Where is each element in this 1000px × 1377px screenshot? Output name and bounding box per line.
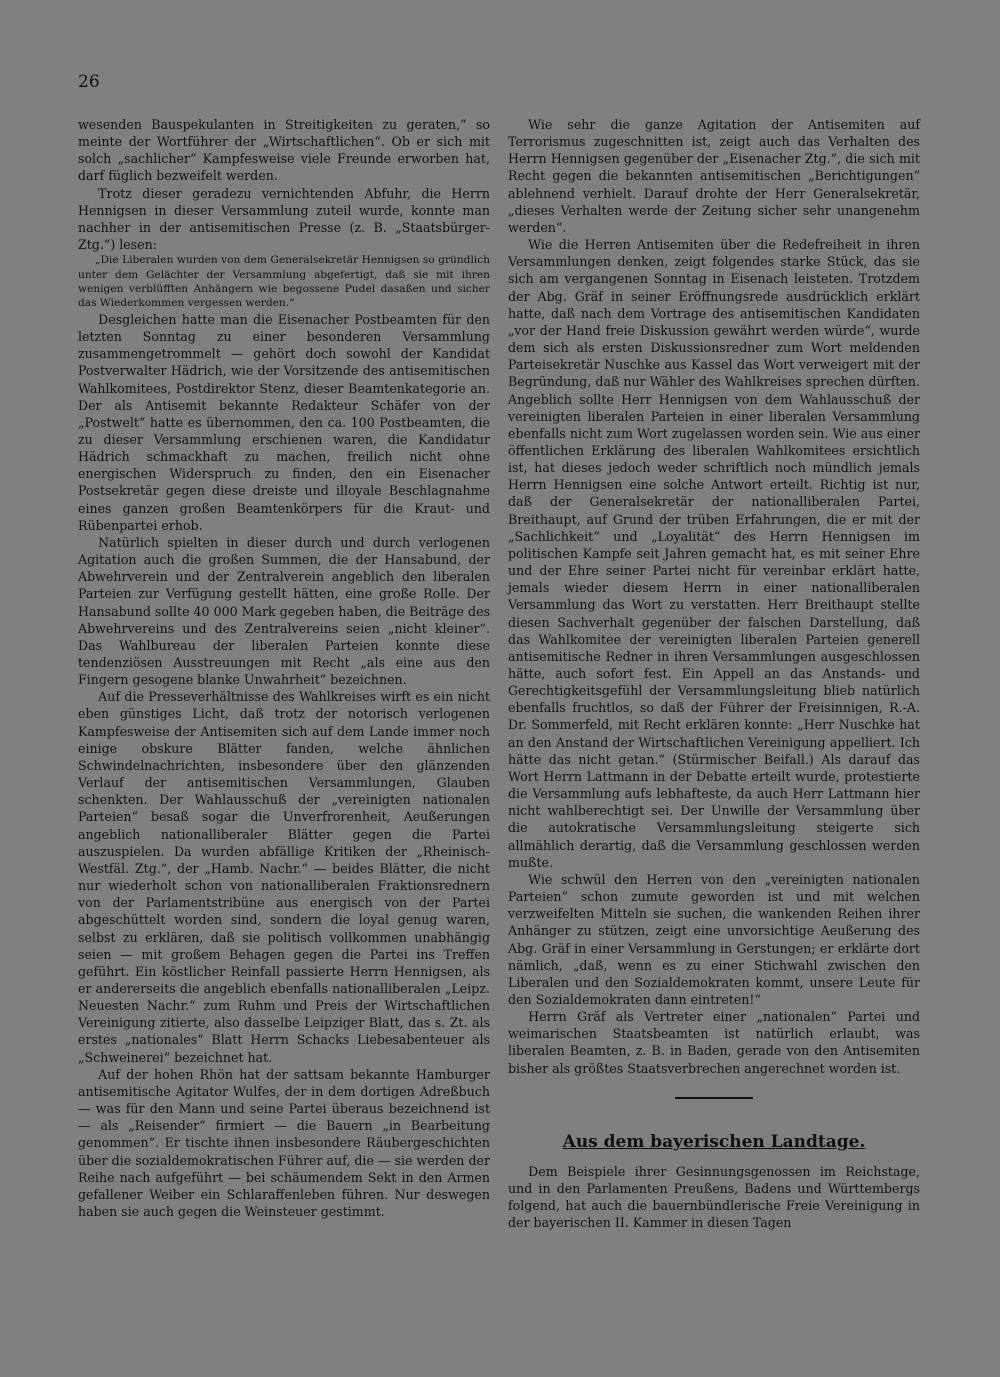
paragraph: Wie die Herren Antisemiten über die Redefreiheit in ihren Versammlungen denken, zeigt folgendes starke Stück, das sie sich am vergangenen Sonntag in Eisenach leisteten. Trotzdem der Abg. Gräf in seiner Eröffnungsrede ausdrücklich erklärt hatte, daß nach dem Vortrage des antisemitischen Kandidaten „vor der Hand freie Diskussion gewährt werden würde“, wurde dem sich als ersten Diskussionsredner zum Wort meldenden Parteisekretär Nuschke aus Kassel das Wort verweigert mit der Begründung, daß nur Wähler des Wahlkreises sprechen dürften. Angeblich sollte Herr Hennigsen von dem Wahlausschuß der vereinigten liberalen Parteien in einer liberalen Versammlung ebenfalls nicht zum Wort zugelassen worden sein. Wie aus einer öffentlichen Erklärung des liberalen Wahlkomitees ersichtlich ist, hat dieses jedoch weder schriftlich noch mündlich jemals Herrn Hennigsen eine solche Antwort erteilt. Richtig ist nur, daß der Generalsekretär der nationalliberalen Partei, Breithaupt, auf Grund der trüben Erfahrungen, die er mit der „Sachlichkeit“ und „Loyalität“ des Herrn Hennigsen im politischen Kampfe seit Jahren gemacht hat, es mit seiner Ehre und der Ehre seiner Partei nicht für vereinbar erklärt hatte, jemals wieder diesem Herrn in einer nationalliberalen Versammlung das Wort zu verstatten. Herr Breithaupt stellte diesen Sachverhalt gegenüber der falschen Darstellung, daß das Wahlkomitee der vereinigten liberalen Parteien generell antisemitische Redner in ihren Versammlungen ausgeschlossen hätte, auch sofort fest. Ein Appell an das Anstands- und Gerechtigkeitsgefühl der Versammlungsleitung blieb natürlich ebenfalls fruchtlos, so daß der Führer der Freisinnigen, R.-A. Dr. Sommerfeld, mit Recht erklären konnte: „Herr Nuschke hat an den Anstand der Wirtschaftlichen Vereinigung appelliert. Ich hätte das nicht getan.“ (Stürmischer Beifall.) Als darauf das Wort Herrn Lattmann in der Debatte erteilt wurde, protestierte die Versammlung aufs lebhafteste, da auch Herr Lattmann hier nicht wahlberechtigt sei. Der Unwille der Versammlung über die autokratische Versammlungsleitung steigerte sich allmählich derartig, daß die Versammlung geschlossen werden mußte. bbox=[508, 237, 920, 870]
paragraph: Wie schwül den Herren von den „vereinigten nationalen Parteien“ schon zumute geworden ist und mit welchen verzweifelten Mitteln sie suchen, die wankenden Reihen ihrer Anhänger zu stützen, zeigt eine unvorsichtige Aeußerung des Abg. Gräf in einer Versammlung in Gerstungen; er erklärte dort nämlich, „daß, wenn es zu einer Stichwahl zwischen den Liberalen und den Sozialdemokraten kommt, unsere Leute für den Sozialdemokraten dann eintreten!“ bbox=[508, 871, 920, 1007]
block-quote: „Die Liberalen wurden von dem Generalsekretär Hennigsen so gründlich unter dem Gelächter der Versammlung abgefertigt, daß sie mit ihren wenigen verblüfften Anhängern wie begossene Pudel dasaßen und sicher das Wiederkommen vergessen werden.“ bbox=[78, 254, 490, 310]
paragraph: Herrn Gräf als Vertreter einer „nationalen“ Partei und weimarischen Staatsbeamten ist natürlich erlaubt, was liberalen Beamten, z. B. in Baden, gerade von den Antisemiten bisher als größtes Staatsverbrechen angerechnet worden ist. bbox=[508, 1009, 920, 1076]
paragraph: Desgleichen hatte man die Eisenacher Postbeamten für den letzten Sonntag zu einer besonderen Versammlung zusammengetrommelt — gehört doch sowohl der Kandidat Postverwalter Hädrich, wie der Vorsitzende des antisemitischen Wahlkomitees, Postdirektor Stenz, dieser Beamtenkategorie an. Der als Antisemit bekannte Redakteur Schäfer von der „Postwelt“ hatte es übernommen, den ca. 100 Postbeamten, die zu dieser Versammlung erschienen waren, die Kandidatur Hädrich schmackhaft zu machen, freilich nicht ohne energischen Widerspruch zu finden, den ein Eisenacher Postsekretär gegen diese dreiste und illoyale Beschlagnahme eines ganzen großen Beamtenkörpers für die Kraut- und Rübenpartei erhob. bbox=[78, 311, 490, 533]
paragraph: Wie sehr die ganze Agitation der Antisemiten auf Terrorismus zugeschnitten ist, zeigt auch das Verhalten des Herrn Hennigsen gegenüber der „Eisenacher Ztg.“, die sich mit Recht gegen die bekannten antisemitischen „Berichtigungen“ ablehnend verhielt. Darauf drohte der Herr Generalsekretär, „dieses Verhalten werde der Zeitung sicher sehr unangenehm werden“. bbox=[508, 117, 920, 235]
section-heading: Aus dem bayerischen Landtage. bbox=[562, 1131, 866, 1152]
left-column bbox=[78, 116, 490, 1220]
right-column bbox=[508, 116, 920, 1231]
section-divider bbox=[675, 1097, 753, 1099]
section-paragraph: Dem Beispiele ihrer Gesinnungsgenossen im Reichstage, und in den Parlamenten Preußens, Badens und Württembergs folgend, hat auch die bauernbündlerische Freie Vereinigung in der bayerischen II. Kammer in diesen Tagen bbox=[508, 1163, 920, 1231]
paragraph: Trotz dieser geradezu vernichtenden Abfuhr, die Herrn Hennigsen in dieser Versammlung zuteil wurde, konnte man nachher in der antisemitischen Presse (z. B. „Staatsbürger-Ztg.“) lesen: bbox=[78, 185, 490, 253]
paragraph: Auf der hohen Rhön hat der sattsam bekannte Hamburger antisemitische Agitator Wulfes, der in dem dortigen Adreßbuch — was für den Mann und seine Partei überaus bezeichnend ist — als „Reisender“ firmiert — die Bauern „in Bearbeitung genommen“. Er tischte ihnen insbesondere Räubergeschichten über die sozialdemokratischen Führer auf, die — sie werden der Reihe nach aufgeführt — bei schäumendem Sekt in den Armen gefallener Weiber ein Schlaraffenleben führen. Nur deswegen haben sie auch gegen die Weinsteuer gestimmt. bbox=[78, 1066, 490, 1219]
paragraph: wesenden Bauspekulanten in Streitigkeiten zu geraten,“ so meinte der Wortführer der „Wirtschaftlichen“. Ob er sich mit solch „sachlicher“ Kampfesweise viele Freunde erworben hat, darf füglich bezweifelt werden. bbox=[78, 117, 490, 184]
paragraph: Auf die Presseverhältnisse des Wahlkreises wirft es ein nicht eben günstiges Licht, daß trotz der notorisch verlogenen Kampfesweise der Antisemiten sich auf dem Lande immer noch einige obskure Blätter fanden, welche ähnlichen Schwindelnachrichten, insbesondere über den glänzenden Verlauf der antisemitischen Versammlungen, Glauben schenkten. Der Wahlausschuß der „vereinigten nationalen Parteien“ besaß sogar die Unverfrorenheit, Aeußerungen angeblich nationalliberaler Blätter gegen die Partei auszuspielen. Da wurden abfällige Kritiken der „Rheinisch-Westfäl. Ztg.“, der „Hamb. Nachr.“ — beides Blätter, die nicht nur wiederholt schon von nationalliberalen Fraktionsrednern von der Parlamentstribüne aus energisch von der Partei abgeschüttelt worden sind, sondern die loyal genug waren, selbst zu erklären, daß sie politisch vollkommen unabhängig seien — mit großem Behagen gegen die Partei ins Treffen geführt. Ein köstlicher Reinfall passierte Herrn Hennigsen, als er andererseits die angeblich ebenfalls nationalliberalen „Leipz. Neuesten Nachr.“ zum Ruhm und Preis der Wirtschaftlichen Vereinigung zitierte, also dasselbe Leipziger Blatt, das s. Zt. als erstes „nationales“ Blatt Herrn Schacks Liebesabenteuer als „Schweinerei“ bezeichnet hat. bbox=[78, 689, 490, 1065]
page-number: 26 bbox=[78, 72, 100, 92]
paragraph: Natürlich spielten in dieser durch und durch verlogenen Agitation auch die großen Summen, die der Hansabund, der Abwehrverein und der Zentralverein angeblich den liberalen Parteien zur Verfügung gestellt hätten, eine große Rolle. Der Hansabund sollte 40 000 Mark gegeben haben, die Beiträge des Abwehrvereins und des Zentralvereins seien „nicht kleiner“. Das Wahlbureau der liberalen Parteien konnte diese tendenziösen Ausstreuungen mit Recht „als eine aus den Fingern gesogene blanke Unwahrheit“ bezeichnen. bbox=[78, 534, 490, 688]
